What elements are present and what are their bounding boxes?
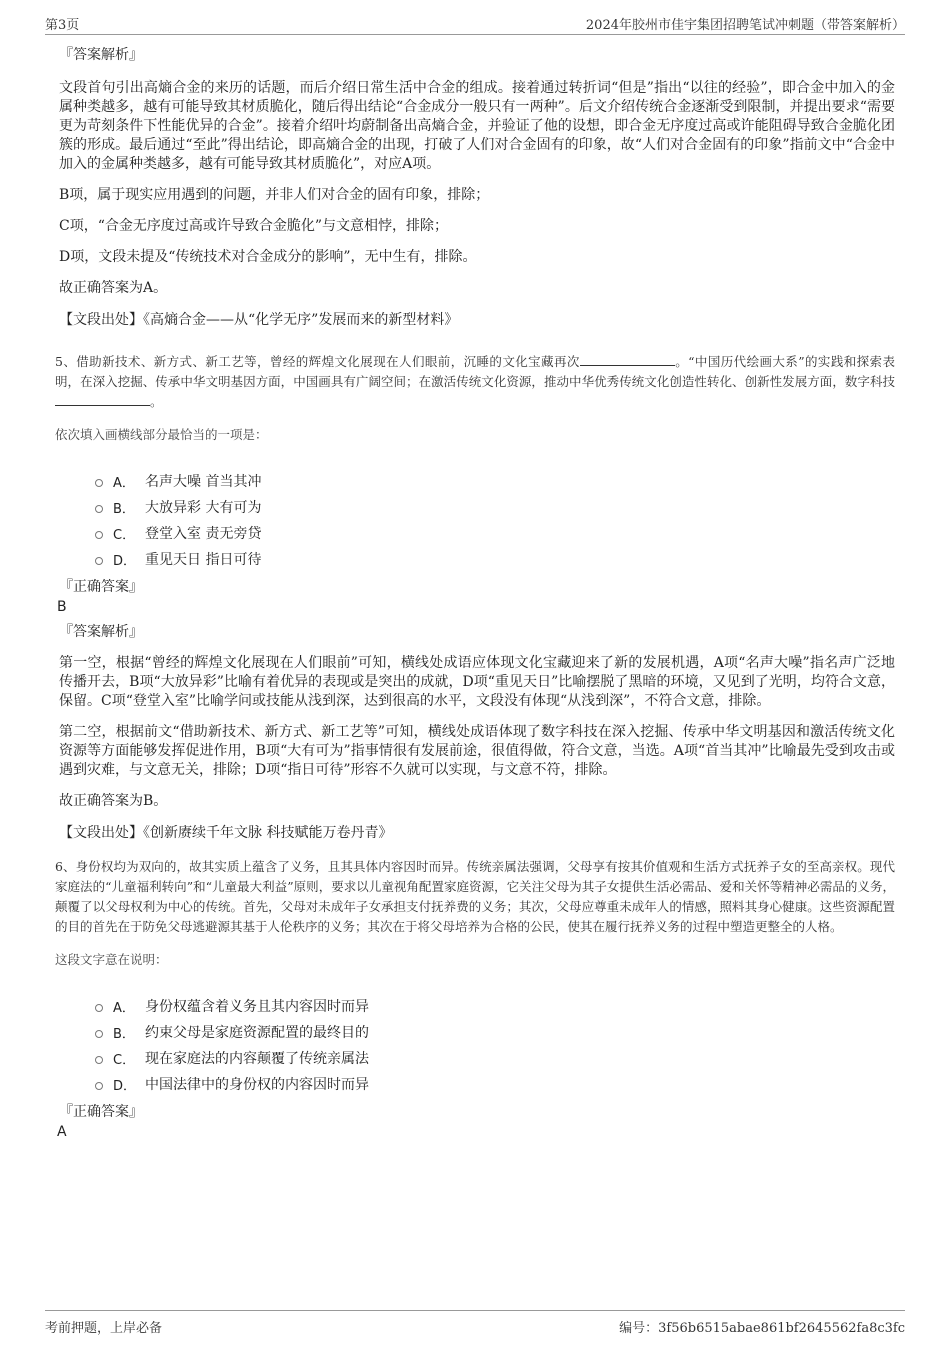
analysis-paragraph: C项，“合金无序度过高或许导致合金脆化”与文意相悖，排除； <box>59 218 449 234</box>
question-prompt: 依次填入画横线部分最恰当的一项是： <box>55 427 268 442</box>
radio-icon[interactable] <box>95 1030 103 1038</box>
option-text: 中国法律中的身份权的内容因时而异 <box>145 1077 369 1093</box>
document-code: 编号：3f56b6515abae861bf2645562fa8c3fc <box>619 1321 905 1336</box>
correct-answer: A <box>57 1124 67 1140</box>
option-text: 身份权蕴含着义务且其内容因时而异 <box>145 999 369 1015</box>
option-a[interactable] <box>95 468 895 494</box>
option-letter: C． <box>113 1052 136 1068</box>
question-text-part: 。“中国历代绘画大系”的实践和探索表明，在深入挖掘、传承中华文明基因方面，中国画具有广阔空间；在激活传统文化资源，推动中华优秀传统文化创造性转化、创新性发展方面，数字科技 <box>55 354 895 389</box>
question-text-part: 。 <box>150 394 163 409</box>
q4-analysis <box>55 45 895 330</box>
correct-answer: B <box>57 599 67 615</box>
option-text: 重见天日 指日可待 <box>145 552 262 568</box>
analysis-conclusion: 故正确答案为A。 <box>59 280 168 296</box>
source-citation: 【文段出处】《创新赓续千年文脉 科技赋能万卷丹青》 <box>59 825 393 841</box>
option-letter: A． <box>113 475 135 491</box>
fill-blank-1 <box>580 353 675 366</box>
question-text: 6、身份权均为双向的，故其实质上蕴含了义务，且其具体内容因时而异。传统亲属法强调，父母享有按其价值观和生活方式抚养子女的至高亲权。现代家庭法的“儿童福利转向”和“儿童最大利益”原则，要求以儿童视角配置家庭资源，它关注父母为其子女提供生活必需品、爱和关怀等精神必需品的义务，颠覆了以父母权利为中心的传统。首先，父母对未成年子女承担支付抚养费的义务；其次，父母应尊重未成年人的情感，照料其身心健康。这些资源配置的目的首先在于防免父母逃避源其基于人伦秩序的义务；其次在于将父母培养为合格的公民，使其在履行抚养义务的过程中塑造更整全的人格。 <box>55 859 895 934</box>
radio-icon[interactable] <box>95 1056 103 1064</box>
option-d[interactable] <box>95 1071 895 1097</box>
question-5 <box>55 352 895 843</box>
option-text: 登堂入室 责无旁贷 <box>145 526 262 542</box>
footer-slogan: 考前押题，上岸必备 <box>45 1321 163 1336</box>
question-text-part: 5、借助新技术、新方式、新工艺等，曾经的辉煌文化展现在人们眼前，沉睡的文化宝藏再次 <box>55 354 580 369</box>
radio-icon[interactable] <box>95 531 103 539</box>
option-b[interactable] <box>95 494 895 520</box>
analysis-conclusion: 故正确答案为B。 <box>59 793 168 809</box>
page-content <box>55 45 895 1147</box>
radio-icon[interactable] <box>95 479 103 487</box>
analysis-paragraph: 文段首句引出高熵合金的来历的话题，而后介绍日常生活中合金的组成。接着通过转折词“但是”指出“以往的经验”，即合金中加入的金属种类越多，越有可能导致其材质脆化，随后得出结论“合金成分一般只有一两种”。后文介绍传统合金逐渐受到限制，并提出要求“需要更为苛刻条件下性能优异的合金”。接着介绍叶均蔚制备出高熵合金，并验证了他的设想，即合金无序度过高或许能阻碍导致合金脆化团簇的形成。最后通过“至此”得出结论，即高熵合金的出现，打破了人们对合金固有的印象，故“人们对合金固有的印象”指前文中“合金中加入的金属种类越多，越有可能导致其材质脆化”，对应A项。 <box>59 80 895 172</box>
question-6 <box>55 857 895 1141</box>
analysis-label: 『答案解析』 <box>59 624 143 640</box>
option-list <box>95 993 895 1097</box>
analysis-paragraph: 第二空，根据前文“借助新技术、新方式、新工艺等”可知，横线处成语体现了数字科技在深入挖掘、传承中华文明基因和激活传统文化资源等方面能够发挥促进作用，B项“大有可为”指事情很有发展前途，很值得做，符合文意，当选。A项“首当其冲”比喻最先受到攻击或遇到灾难，与文意无关，排除；D项“指日可待”形容不久就可以实现，与文意不符，排除。 <box>59 724 895 778</box>
analysis-paragraph: D项，文段未提及“传统技术对合金成分的影响”，无中生有，排除。 <box>59 249 477 265</box>
radio-icon[interactable] <box>95 557 103 565</box>
question-prompt: 这段文字意在说明： <box>55 952 168 967</box>
document-title: 2024年胶州市佳宇集团招聘笔试冲刺题（带答案解析） <box>585 18 905 33</box>
page-number: 第3页 <box>45 18 80 33</box>
option-text: 大放异彩 大有可为 <box>145 500 262 516</box>
fill-blank-2 <box>55 393 150 406</box>
source-citation: 【文段出处】《高熵合金——从“化学无序”发展而来的新型材料》 <box>59 312 459 328</box>
analysis-paragraph: 第一空，根据“曾经的辉煌文化展现在人们眼前”可知，横线处成语应体现文化宝藏迎来了新的发展机遇，A项“名声大噪”指名声广泛地传播开去，B项“大放异彩”比喻有着优异的表现或是突出的成就，D项“重见天日”比喻摆脱了黑暗的环境，又见到了光明，均符合文意，保留。C项“登堂入室”比喻学问或技能从浅到深，达到很高的水平，文段没有体现“从浅到深”，不符合文意，排除。 <box>59 655 895 709</box>
option-letter: D． <box>113 1078 137 1094</box>
option-c[interactable] <box>95 1045 895 1071</box>
option-letter: A． <box>113 1000 135 1016</box>
analysis-paragraph: B项，属于现实应用遇到的问题，并非人们对合金的固有印象，排除； <box>59 187 490 203</box>
analysis-label: 『答案解析』 <box>59 47 143 63</box>
option-text: 现在家庭法的内容颠覆了传统亲属法 <box>145 1051 369 1067</box>
option-text: 名声大噪 首当其冲 <box>145 474 262 490</box>
option-d[interactable] <box>95 546 895 572</box>
page-footer <box>45 1310 905 1335</box>
correct-answer-label: 『正确答案』 <box>59 579 143 595</box>
radio-icon[interactable] <box>95 1082 103 1090</box>
option-b[interactable] <box>95 1019 895 1045</box>
option-letter: C． <box>113 527 136 543</box>
option-text: 约束父母是家庭资源配置的最终目的 <box>145 1025 369 1041</box>
option-a[interactable] <box>95 993 895 1019</box>
option-letter: D． <box>113 553 137 569</box>
option-letter: B． <box>113 1026 135 1042</box>
option-list <box>95 468 895 572</box>
radio-icon[interactable] <box>95 1004 103 1012</box>
correct-answer-label: 『正确答案』 <box>59 1104 143 1120</box>
radio-icon[interactable] <box>95 505 103 513</box>
page-header <box>45 14 905 35</box>
option-c[interactable] <box>95 520 895 546</box>
option-letter: B． <box>113 501 135 517</box>
question-text <box>55 352 895 412</box>
